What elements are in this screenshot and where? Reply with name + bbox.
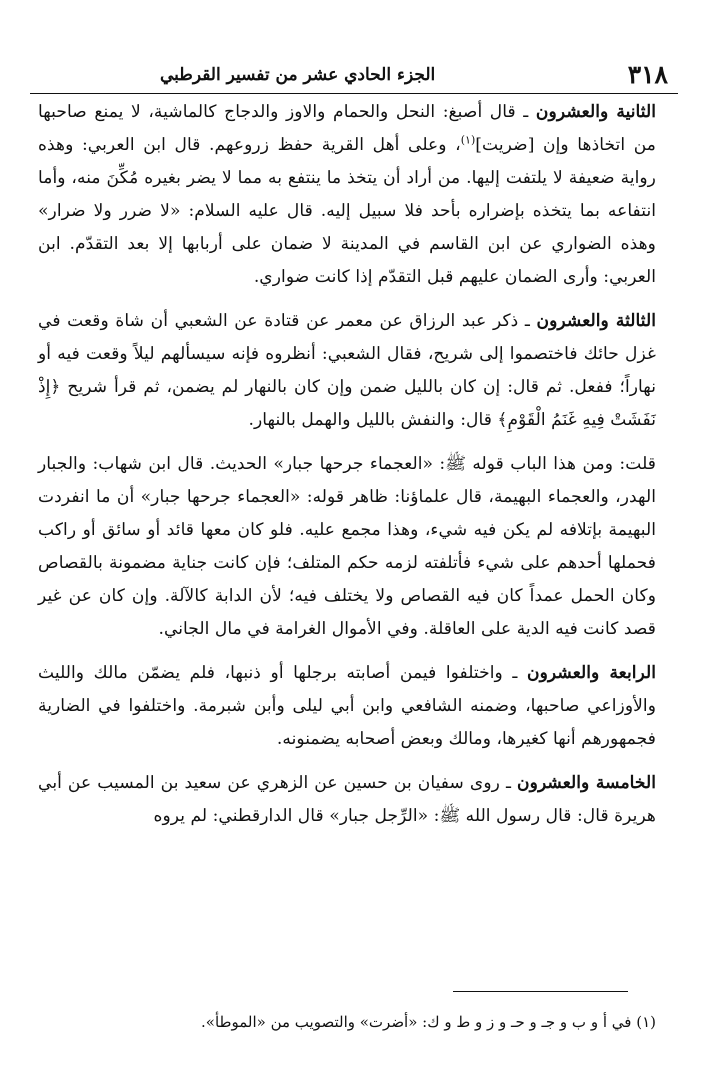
paragraph-text: ـ قال أصبغ: النحل والحمام والاوز والدجاج كالماشية، لا يمنع صاحبها من اتخاذها وإن [ضريت] — [38, 102, 656, 155]
section-heading: الثالثة والعشرون — [536, 311, 656, 331]
paragraph-text: ـ ذكر عبد الرزاق عن معمر عن قتادة عن الشعبي أن شاة وقعت في غزل حائك فاختصموا إلى شريح، فقال الشعبي: أنظروه فإنه سيسألهم ليلاً وقعت فيه أو نهاراً؛ ففعل. ثم قال: إن كان بالليل ضمن وإن كان بالنهار لم يضمن، ثم قرأ شريح ﴿إِذْ نَفَشَتْ فِيهِ غَنَمُ الْقَوْمِ﴾ قال: والنفش بالليل والهمل بالنهار. — [38, 311, 656, 430]
paragraph-text: قلت: ومن هذا الباب قوله ﷺ: «العجماء جرحها جبار» الحديث. قال ابن شهاب: والجبار الهدر، والعجماء البهيمة، قال علماؤنا: ظاهر قوله: «العجماء جرحها جبار» أن ما انفردت البهيمة بإتلافه لم يكن فيه شيء، وهذا مجمع عليه. فلو كان معها قائد أو سائق أو راكب فحملها أحدهم على شيء فأتلفته لزمه حكم المتلف؛ فإن كانت جناية مضمونة بالقصاص وكان الحمل عمداً كان فيه القصاص ولا يختلف فيه؛ لأن الدابة كالآلة. وإن كان عن غير قصد كانت فيه الدية على العاقلة. وفي الأموال الغرامة في مال الجاني. — [38, 454, 656, 639]
paragraph-22 — [38, 96, 656, 294]
page-number: ٣١٨ — [627, 60, 668, 89]
page-header — [30, 52, 678, 92]
footnote-rule — [453, 991, 628, 992]
footnote: (١) في أ و ب و جـ و حـ و ز و ط و ك: «أضرت» والتصويب من «الموطأ». — [201, 1013, 656, 1031]
header-rule — [30, 93, 678, 94]
paragraph-text: ـ واختلفوا فيمن أصابته برجلها أو ذنبها، فلم يضمّن مالك والليث والأوزاعي صاحبها، وضمنه الشافعي وابن أبي ليلى وأبن شبرمة. واختلفوا في الضارية فجمهورهم أنها كغيرها، ومالك وبعض أصحابه يضمنونه. — [38, 663, 656, 749]
paragraph-text: ـ روى سفيان بن حسين عن الزهري عن سعيد بن المسيب عن أبي هريرة قال: قال رسول الله ﷺ: «الرِّجل جبار» قال الدارقطني: لم يروه — [38, 773, 656, 826]
paragraph-text: ، وعلى أهل القرية حفظ زروعهم. قال ابن العربي: وهذه رواية ضعيفة لا يلتفت إليها. من أراد أن يتخذ ما ينتفع به مما لا يضر بغيره مُكِّنَ منه، وأما انتفاعه بما يتخذه بإضراره بأحد فلا سبيل إليه. قال عليه السلام: «لا ضرر ولا ضرار» وهذه الضواري عن ابن القاسم في المدينة لا ضمان على أربابها إلا بعد التقدّم. ابن العربي: وأرى الضمان عليهم قبل التقدّم إذا كانت ضواري. — [38, 135, 657, 287]
section-heading: الرابعة والعشرون — [527, 663, 657, 683]
paragraph-24 — [38, 657, 656, 756]
section-heading: الخامسة والعشرون — [517, 773, 656, 793]
section-heading: الثانية والعشرون — [535, 102, 656, 122]
paragraph-23 — [38, 305, 656, 437]
running-title: الجزء الحادي عشر من تفسير القرطبي — [160, 65, 436, 85]
paragraph-commentary — [38, 448, 656, 646]
paragraph-25 — [38, 767, 656, 833]
footnote-reference: (١) — [460, 133, 476, 147]
main-text — [38, 96, 656, 833]
